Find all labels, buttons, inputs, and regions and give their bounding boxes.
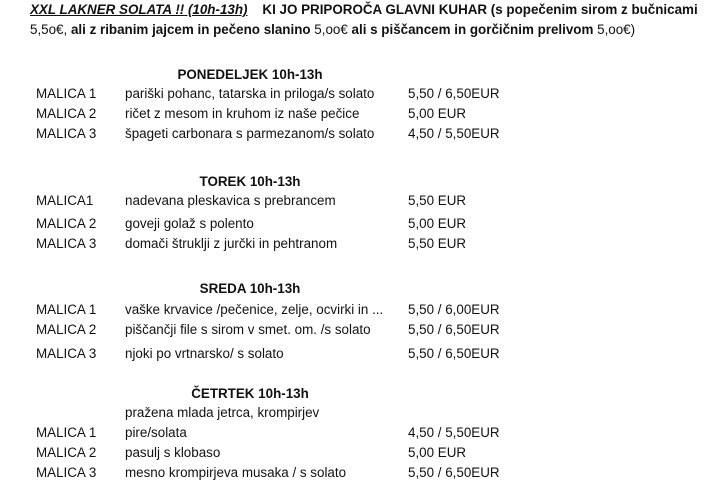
menu-price: 5,00 EUR [408,445,467,460]
salad-price-1: 5,5o€, [30,22,68,37]
menu-label: MALICA 1 [36,425,97,440]
menu-dish: goveji golaž s polento [125,216,254,231]
menu-dish: pasulj s klobaso [125,445,221,460]
menu-dish: mesno krompirjeva musaka / s solato [125,465,347,480]
menu-label: MALICA 3 [36,346,97,361]
menu-label: MALICA 2 [36,106,97,121]
day-title-wednesday: SREDA 10h-13h [199,281,301,296]
menu-row [0,236,720,256]
menu-dish: domači štruklji z jurčki in pehtranom [125,236,338,251]
menu-label: MALICA 2 [36,445,97,460]
menu-row [0,322,720,342]
menu-label: MALICA 3 [36,465,97,480]
menu-label: MALICA 3 [36,126,97,141]
menu-price: 5,50 / 6,50EUR [408,322,500,337]
header-line-2 [30,20,715,40]
day-title-monday: PONEDELJEK 10h-13h [177,67,323,82]
menu-header [30,0,715,40]
menu-label: MALICA 1 [36,302,97,317]
menu-label: MALICA1 [36,193,94,208]
menu-dish: pire/solata [125,425,187,440]
menu-row [0,193,720,213]
menu-dish: piščančji file s sirom v smet. om. /s solato [125,322,371,337]
menu-price: 5,50 EUR [408,236,467,251]
menu-price: 5,50 EUR [408,193,467,208]
salad-price-2: 5,oo€ [314,22,348,37]
xxl-salad-title: XXL LAKNER SOLATA !! (10h-13h) [30,2,248,17]
chef-recommends-text: KI JO PRIPOROČA GLAVNI KUHAR (s popečenim sirom z bučnicami [262,2,698,17]
menu-label: MALICA 1 [36,86,97,101]
menu-price: 4,50 / 5,50EUR [408,126,500,141]
menu-row [0,106,720,126]
menu-dish: nadevana pleskavica s prebrancem [125,193,336,208]
menu-dish-continued: pražena mlada jetrca, krompirjev [125,405,320,420]
day-title-tuesday: TOREK 10h-13h [199,174,301,189]
header-line-1 [30,0,715,20]
menu-row [0,86,720,106]
menu-row [0,425,720,445]
salad-option-egg: ali z ribanim jajcem in pečeno slanino [67,22,315,37]
salad-price-3: 5,oo€) [597,22,636,37]
menu-price: 5,50 / 6,50EUR [408,86,500,101]
menu-row [0,302,720,322]
menu-price: 4,50 / 5,50EUR [408,425,500,440]
menu-row [0,126,720,146]
menu-price: 5,50 / 6,50EUR [408,346,500,361]
menu-price: 5,50 / 6,50EUR [408,465,500,480]
day-title-thursday: ČETRTEK 10h-13h [191,386,309,401]
menu-row [0,465,720,485]
menu-label: MALICA 2 [36,322,97,337]
menu-dish: špageti carbonara s parmezanom/s solato [125,126,375,141]
menu-row [0,445,720,465]
menu-price: 5,00 EUR [408,106,467,121]
menu-price: 5,50 / 6,00EUR [408,302,500,317]
menu-row [0,346,720,366]
menu-label: MALICA 2 [36,216,97,231]
menu-dish: ričet z mesom in kruhom iz naše pečice [125,106,360,121]
menu-dish: pariški pohanc, tatarska in priloga/s solato [125,86,375,101]
menu-price: 5,00 EUR [408,216,467,231]
menu-row [0,216,720,236]
menu-label: MALICA 3 [36,236,97,251]
menu-dish: njoki po vrtnarsko/ s solato [125,346,284,361]
salad-option-chicken: ali s piščancem in gorčičnim prelivom [347,22,598,37]
menu-dish: vaške krvavice /pečenice, zelje, ocvirki in ... [125,302,384,317]
